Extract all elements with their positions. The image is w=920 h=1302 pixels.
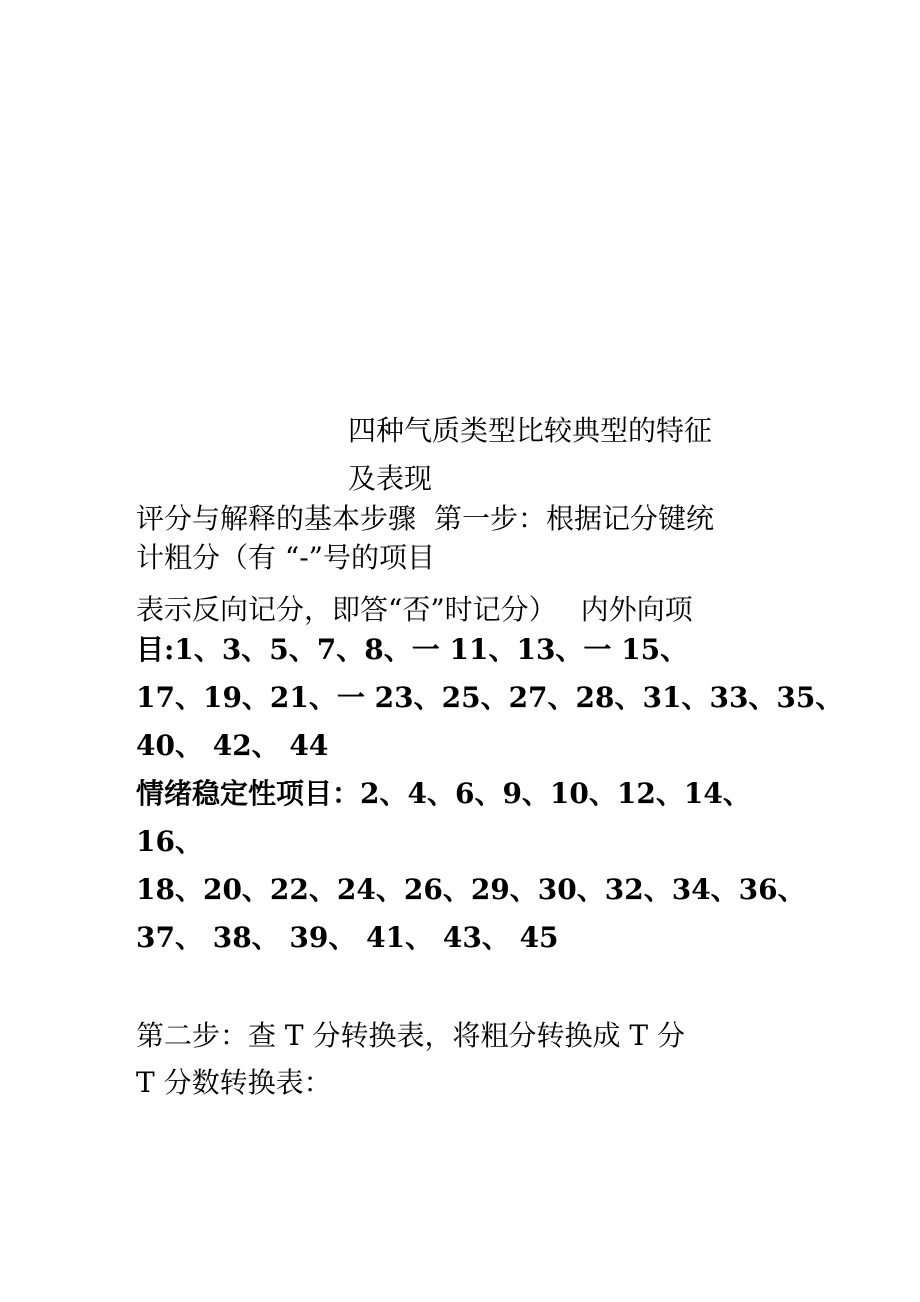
introversion-items-line-3: 40、 42、 44: [136, 729, 329, 762]
scoring-steps-heading: 评分与解释的基本步骤: [136, 502, 417, 535]
step1-line-3: [136, 590, 693, 630]
document-title-line-2: 及表现: [348, 462, 433, 495]
step2-line-1: 第二步：查 T 分转换表，将粗分转换成 T 分: [136, 1019, 685, 1052]
step1-intro: 第一步：根据记分键统: [434, 502, 715, 535]
t-score-table-label: T 分数转换表：: [136, 1066, 332, 1099]
document-title-line-1: 四种气质类型比较典型的特征: [348, 414, 713, 447]
step1-line-2: 计粗分（有 “-”号的项目: [136, 541, 435, 574]
emotional-stability-items-line-2: 16、: [136, 825, 203, 858]
emotional-stability-items-line-4: 37、 38、 39、 41、 43、 45: [136, 921, 559, 954]
introversion-items-line-1: 目:1、3、5、7、8、一 11、13、一 15、: [136, 633, 689, 666]
emotional-stability-items-line-3: 18、20、22、24、26、29、30、32、34、36、: [136, 873, 806, 906]
introversion-items-line-2: 17、19、21、一 23、25、27、28、31、33、35、: [136, 681, 844, 714]
introversion-label: 内外向项: [580, 593, 693, 626]
reverse-scoring-note: 表示反向记分，即答“否”时记分）: [136, 593, 557, 626]
emotional-stability-items-line-1: 情绪稳定性项目：2、4、6、9、10、12、14、: [136, 777, 751, 810]
step1-heading-line: [136, 499, 714, 539]
